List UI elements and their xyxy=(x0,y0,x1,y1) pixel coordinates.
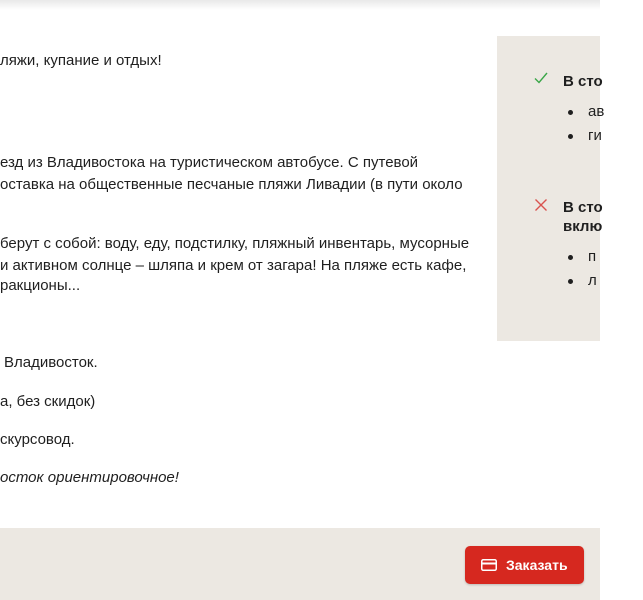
description-line: оставка на общественные песчаные пляжи Ливадии (в пути около xyxy=(0,176,463,193)
cross-icon xyxy=(534,198,548,212)
description-line: ракционы... xyxy=(0,277,81,294)
list-item: ги xyxy=(563,124,604,148)
description-line: берут с собой: воду, еду, подстилку, пляжный инвентарь, мусорные xyxy=(0,235,470,252)
order-button[interactable] xyxy=(465,546,584,584)
description-line: Владивосток. xyxy=(4,354,98,371)
excluded-list xyxy=(563,245,597,293)
order-button-label: Заказать xyxy=(506,557,568,573)
excluded-title-line: В сто xyxy=(563,199,603,216)
check-icon xyxy=(534,71,548,85)
description-line: и активном солнце – шляпа и крем от загара! На пляже есть кафе, xyxy=(0,257,467,274)
included-excluded-panel xyxy=(497,36,605,341)
description-line: а, без скидок) xyxy=(0,393,96,410)
card-icon xyxy=(481,559,497,571)
list-item: п xyxy=(563,245,597,269)
included-title: В сто xyxy=(563,73,603,90)
included-list xyxy=(563,100,604,148)
excluded-title-line: вклю xyxy=(563,218,603,235)
description-line: скурсовод. xyxy=(0,431,75,448)
list-item: ав xyxy=(563,100,604,124)
description-note: осток ориентировочное! xyxy=(0,469,179,486)
description-line: ляжи, купание и отдых! xyxy=(0,52,162,69)
description-line: езд из Владивостока на туристическом автобусе. С путевой xyxy=(0,154,419,171)
list-item: л xyxy=(563,269,597,293)
